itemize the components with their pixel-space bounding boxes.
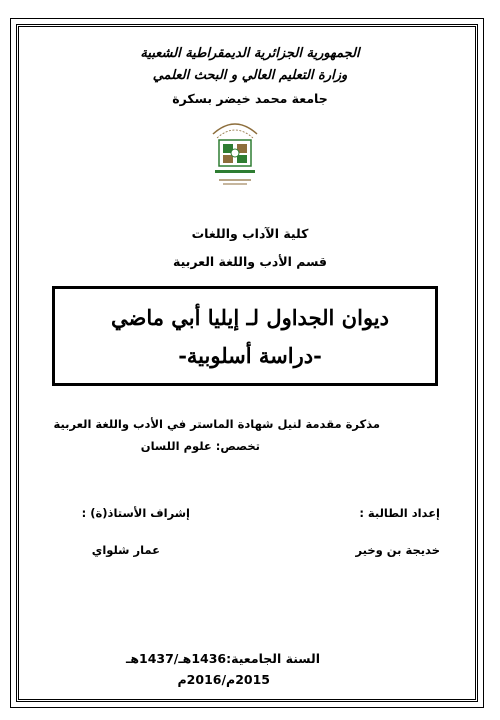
- university-logo-icon: [205, 112, 265, 192]
- ministry-heading: وزارة التعليم العالي و البحث العلمي: [152, 68, 348, 83]
- university-heading: جامعة محمد خيضر بسكرة: [172, 91, 328, 106]
- republic-heading: الجمهورية الجزائرية الديمقراطية الشعبية: [140, 46, 360, 61]
- supervisor-name: عمار شلواي: [91, 543, 160, 557]
- academic-year-hijri: السنة الجامعية:1436هـ/1437هـ: [126, 651, 320, 666]
- thesis-subtitle: -دراسة أسلوبية-: [178, 343, 322, 368]
- specialization: تخصص: علوم اللسان: [140, 439, 260, 453]
- thesis-title: ديوان الجداول لـ إيليا أبي ماضي: [111, 305, 389, 330]
- faculty-name: كلية الآداب واللغات: [191, 226, 309, 241]
- title-frame: [52, 286, 438, 386]
- academic-year-gregorian: 2015م/2016م: [177, 672, 270, 687]
- student-label: إعداد الطالبة :: [359, 506, 440, 520]
- student-name: خديجة بن وخير: [355, 543, 440, 557]
- department-name: قسم الأدب واللغة العربية: [172, 254, 327, 269]
- supervisor-label: إشراف الأستاذ(ة) :: [81, 506, 190, 520]
- memo-description: مذكرة مقدمة لنيل شهادة الماستر في الأدب واللغة العربية: [53, 417, 380, 431]
